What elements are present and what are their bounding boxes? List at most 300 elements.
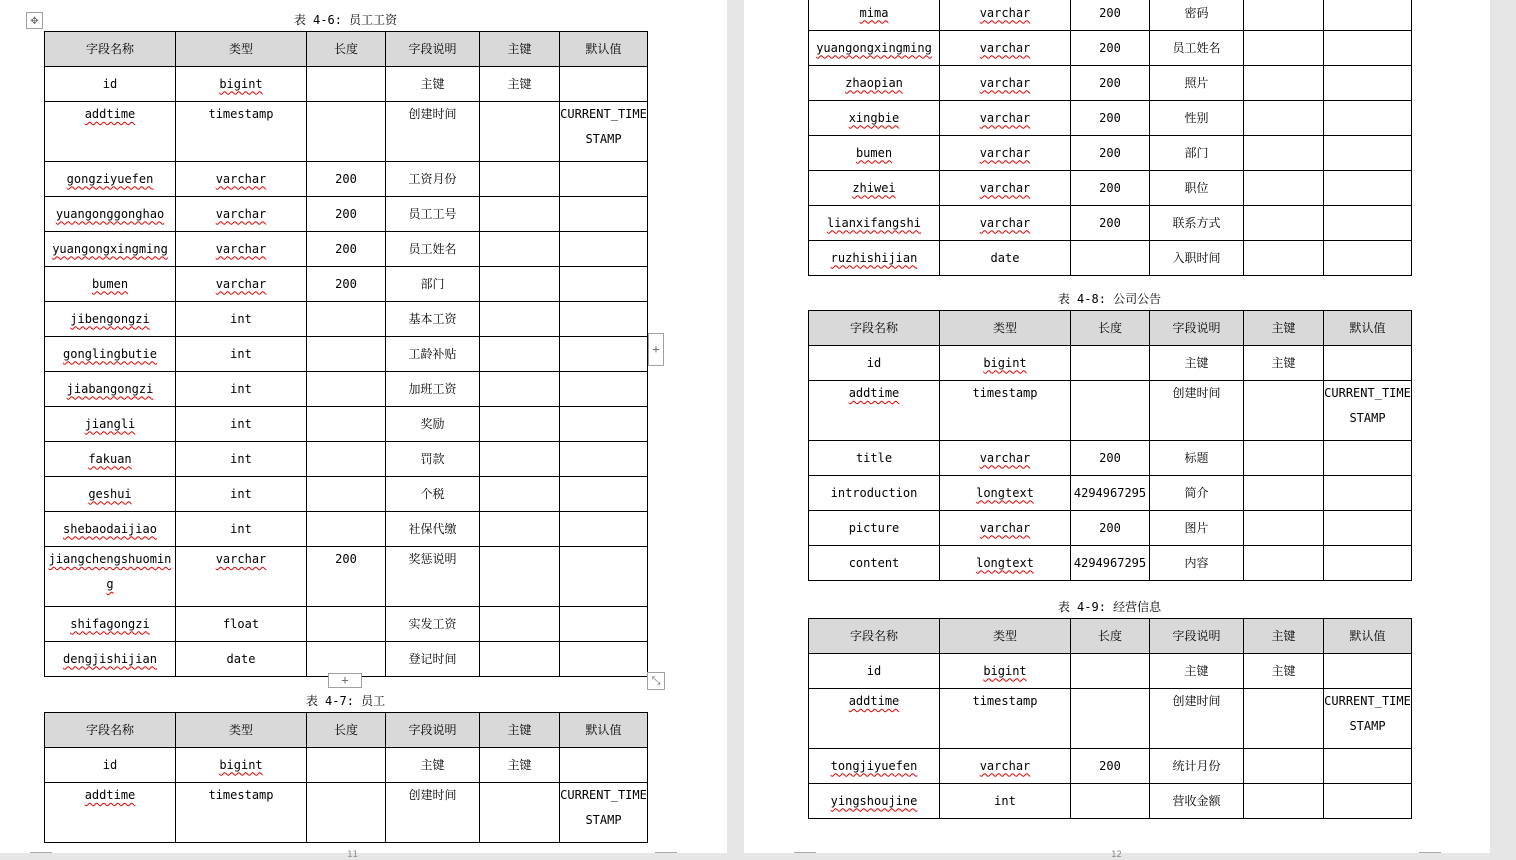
type-cell[interactable]: varchar (940, 441, 1071, 476)
length-cell[interactable]: 200 (1071, 441, 1150, 476)
description-cell[interactable]: 主键 (1150, 654, 1244, 689)
table-row (45, 547, 648, 607)
column-header: 字段名称 (45, 713, 176, 748)
table-row (45, 607, 648, 642)
primary-key-cell[interactable] (1244, 66, 1324, 101)
type-cell[interactable]: varchar (940, 136, 1071, 171)
description-cell[interactable]: 职位 (1150, 171, 1244, 206)
length-cell[interactable]: 200 (1071, 136, 1150, 171)
field-name-cell[interactable]: yingshoujine (809, 784, 940, 819)
field-name-cell[interactable]: bumen (809, 136, 940, 171)
table-row (809, 171, 1412, 206)
field-table-4-6 (44, 31, 648, 677)
field-name-cell[interactable]: xingbie (809, 101, 940, 136)
type-cell[interactable]: longtext (940, 546, 1071, 581)
primary-key-cell[interactable] (1244, 546, 1324, 581)
type-cell[interactable]: varchar (176, 197, 307, 232)
default-value-cell[interactable] (1324, 441, 1412, 476)
default-value-cell[interactable] (560, 547, 648, 607)
table-row (45, 642, 648, 677)
type-cell[interactable]: longtext (940, 476, 1071, 511)
type-cell[interactable]: varchar (176, 162, 307, 197)
default-value-cell[interactable] (1324, 136, 1412, 171)
field-name-cell[interactable]: id (45, 67, 176, 102)
length-cell[interactable] (307, 477, 386, 512)
default-value-cell[interactable] (560, 267, 648, 302)
field-name-cell[interactable]: zhiwei (809, 171, 940, 206)
primary-key-cell[interactable] (1244, 689, 1324, 749)
default-value-cell[interactable] (1324, 206, 1412, 241)
type-cell[interactable]: int (176, 477, 307, 512)
table-row (809, 101, 1412, 136)
description-cell[interactable]: 创建时间 (1150, 381, 1244, 441)
type-cell[interactable]: timestamp (940, 381, 1071, 441)
length-cell[interactable]: 200 (1071, 749, 1150, 784)
column-header: 长度 (1071, 311, 1150, 346)
column-header: 长度 (307, 713, 386, 748)
default-value-cell[interactable]: CURRENT_TIMESTAMP (560, 102, 648, 162)
description-cell[interactable]: 工资月份 (386, 162, 480, 197)
default-value-cell[interactable] (1324, 241, 1412, 276)
default-value-cell[interactable] (1324, 546, 1412, 581)
table-row (45, 102, 648, 162)
table-row (45, 67, 648, 102)
field-table-4-7 (44, 712, 648, 843)
type-cell[interactable]: varchar (940, 0, 1071, 31)
column-header: 类型 (176, 32, 307, 67)
page-corner-mark (655, 852, 677, 853)
primary-key-cell[interactable]: 主键 (480, 67, 560, 102)
table-row (45, 302, 648, 337)
default-value-cell[interactable] (1324, 346, 1412, 381)
field-name-cell[interactable]: jiangli (45, 407, 176, 442)
primary-key-cell[interactable] (480, 607, 560, 642)
length-cell[interactable] (307, 407, 386, 442)
table-row (809, 689, 1412, 749)
default-value-cell[interactable] (560, 162, 648, 197)
type-cell[interactable]: date (940, 241, 1071, 276)
type-cell[interactable]: bigint (940, 654, 1071, 689)
table-row (809, 654, 1412, 689)
table-row (45, 232, 648, 267)
table-row (45, 337, 648, 372)
document-page-right (744, 0, 1490, 860)
field-name-cell[interactable]: geshui (45, 477, 176, 512)
length-cell[interactable] (307, 67, 386, 102)
length-cell[interactable] (307, 337, 386, 372)
length-cell[interactable] (1071, 784, 1150, 819)
table-move-handle[interactable] (26, 12, 43, 29)
default-value-cell[interactable] (560, 197, 648, 232)
field-name-cell[interactable]: yuangongxingming (45, 232, 176, 267)
type-cell[interactable]: int (176, 512, 307, 547)
length-cell[interactable]: 4294967295 (1071, 476, 1150, 511)
field-name-cell[interactable]: title (809, 441, 940, 476)
length-cell[interactable]: 4294967295 (1071, 546, 1150, 581)
default-value-cell[interactable] (560, 642, 648, 677)
description-cell[interactable]: 奖惩说明 (386, 547, 480, 607)
primary-key-cell[interactable] (1244, 206, 1324, 241)
primary-key-cell[interactable] (1244, 441, 1324, 476)
type-cell[interactable]: varchar (940, 171, 1071, 206)
page-number: 12 (1111, 850, 1122, 860)
primary-key-cell[interactable] (1244, 171, 1324, 206)
length-cell[interactable]: 200 (307, 267, 386, 302)
add-column-handle[interactable] (648, 333, 664, 366)
description-cell[interactable]: 部门 (1150, 136, 1244, 171)
column-header: 字段说明 (386, 713, 480, 748)
field-name-cell[interactable]: id (809, 654, 940, 689)
default-value-cell[interactable] (1324, 511, 1412, 546)
type-cell[interactable]: int (176, 407, 307, 442)
field-name-cell[interactable]: ruzhishijian (809, 241, 940, 276)
page-corner-mark (30, 852, 52, 853)
primary-key-cell[interactable] (1244, 511, 1324, 546)
default-value-cell[interactable] (1324, 784, 1412, 819)
description-cell[interactable]: 照片 (1150, 66, 1244, 101)
table-row (809, 346, 1412, 381)
description-cell[interactable]: 部门 (386, 267, 480, 302)
field-name-cell[interactable]: dengjishijian (45, 642, 176, 677)
length-cell[interactable] (307, 748, 386, 783)
length-cell[interactable]: 200 (1071, 31, 1150, 66)
primary-key-cell[interactable] (1244, 784, 1324, 819)
primary-key-cell[interactable] (480, 302, 560, 337)
column-header: 主键 (480, 32, 560, 67)
description-cell[interactable]: 工龄补贴 (386, 337, 480, 372)
primary-key-cell[interactable] (1244, 241, 1324, 276)
column-header: 字段说明 (1150, 311, 1244, 346)
field-name-cell[interactable]: yuangongxingming (809, 31, 940, 66)
field-name-cell[interactable]: bumen (45, 267, 176, 302)
default-value-cell[interactable] (1324, 31, 1412, 66)
description-cell[interactable]: 性别 (1150, 101, 1244, 136)
primary-key-cell[interactable] (1244, 381, 1324, 441)
primary-key-cell[interactable] (1244, 101, 1324, 136)
length-cell[interactable] (1071, 381, 1150, 441)
length-cell[interactable] (307, 607, 386, 642)
field-table-4-7-continued (808, 0, 1412, 276)
primary-key-cell[interactable] (480, 547, 560, 607)
default-value-cell[interactable] (1324, 101, 1412, 136)
header-row (809, 619, 1412, 654)
description-cell[interactable]: 员工工号 (386, 197, 480, 232)
description-cell[interactable]: 内容 (1150, 546, 1244, 581)
type-cell[interactable]: bigint (940, 346, 1071, 381)
column-header: 长度 (307, 32, 386, 67)
table-row (45, 162, 648, 197)
length-cell[interactable] (307, 512, 386, 547)
description-cell[interactable]: 标题 (1150, 441, 1244, 476)
table-resize-handle[interactable] (647, 672, 665, 690)
description-cell[interactable]: 入职时间 (1150, 241, 1244, 276)
type-cell[interactable]: int (176, 337, 307, 372)
primary-key-cell[interactable] (480, 162, 560, 197)
column-header: 默认值 (560, 32, 648, 67)
table-row (809, 136, 1412, 171)
column-header: 类型 (176, 713, 307, 748)
length-cell[interactable]: 200 (307, 162, 386, 197)
description-cell[interactable]: 简介 (1150, 476, 1244, 511)
length-cell[interactable] (307, 302, 386, 337)
default-value-cell[interactable] (560, 407, 648, 442)
field-name-cell[interactable]: addtime (809, 689, 940, 749)
length-cell[interactable]: 200 (1071, 511, 1150, 546)
description-cell[interactable]: 统计月份 (1150, 749, 1244, 784)
length-cell[interactable]: 200 (307, 232, 386, 267)
length-cell[interactable] (1071, 241, 1150, 276)
field-name-cell[interactable]: yuangonggonghao (45, 197, 176, 232)
default-value-cell[interactable] (1324, 654, 1412, 689)
document-page-left (0, 0, 727, 860)
default-value-cell[interactable] (560, 337, 648, 372)
field-name-cell[interactable]: picture (809, 511, 940, 546)
description-cell[interactable]: 罚款 (386, 442, 480, 477)
column-header: 主键 (1244, 619, 1324, 654)
default-value-cell[interactable] (1324, 476, 1412, 511)
length-cell[interactable] (307, 102, 386, 162)
table-row (45, 267, 648, 302)
description-cell[interactable]: 社保代缴 (386, 512, 480, 547)
table-row (45, 197, 648, 232)
table-row (809, 476, 1412, 511)
table-row (809, 31, 1412, 66)
table-row (45, 748, 648, 783)
table-row (809, 546, 1412, 581)
description-cell[interactable]: 密码 (1150, 0, 1244, 31)
type-cell[interactable]: int (176, 302, 307, 337)
description-cell[interactable]: 主键 (386, 748, 480, 783)
table-row (45, 512, 648, 547)
default-value-cell[interactable] (560, 232, 648, 267)
description-cell[interactable]: 奖励 (386, 407, 480, 442)
field-name-cell[interactable]: mima (809, 0, 940, 31)
description-cell[interactable]: 创建时间 (386, 102, 480, 162)
type-cell[interactable]: int (176, 442, 307, 477)
primary-key-cell[interactable] (480, 102, 560, 162)
default-value-cell[interactable] (560, 67, 648, 102)
default-value-cell[interactable] (1324, 171, 1412, 206)
length-cell[interactable] (1071, 346, 1150, 381)
length-cell[interactable]: 200 (1071, 101, 1150, 136)
default-value-cell[interactable]: CURRENT_TIMESTAMP (1324, 689, 1412, 749)
length-cell[interactable]: 200 (1071, 66, 1150, 101)
table-row (809, 66, 1412, 101)
length-cell[interactable]: 200 (307, 547, 386, 607)
default-value-cell[interactable] (1324, 66, 1412, 101)
primary-key-cell[interactable] (1244, 0, 1324, 31)
column-header: 主键 (1244, 311, 1324, 346)
description-cell[interactable]: 基本工资 (386, 302, 480, 337)
length-cell[interactable] (1071, 689, 1150, 749)
description-cell[interactable]: 图片 (1150, 511, 1244, 546)
column-header: 长度 (1071, 619, 1150, 654)
table-row (45, 372, 648, 407)
table-row (809, 749, 1412, 784)
column-header: 默认值 (1324, 619, 1412, 654)
column-header: 字段名称 (45, 32, 176, 67)
table-row (45, 442, 648, 477)
primary-key-cell[interactable] (480, 337, 560, 372)
length-cell[interactable] (307, 642, 386, 677)
description-cell[interactable]: 创建时间 (1150, 689, 1244, 749)
default-value-cell[interactable]: CURRENT_TIMESTAMP (560, 783, 648, 843)
default-value-cell[interactable] (560, 512, 648, 547)
column-header: 类型 (940, 311, 1071, 346)
description-cell[interactable]: 登记时间 (386, 642, 480, 677)
primary-key-cell[interactable] (480, 197, 560, 232)
field-name-cell[interactable]: shifagongzi (45, 607, 176, 642)
type-cell[interactable]: varchar (940, 101, 1071, 136)
default-value-cell[interactable] (560, 302, 648, 337)
primary-key-cell[interactable] (480, 512, 560, 547)
description-cell[interactable]: 个税 (386, 477, 480, 512)
field-name-cell[interactable]: lianxifangshi (809, 206, 940, 241)
resize-icon: ⤡ (651, 674, 661, 687)
field-name-cell[interactable]: gonglingbutie (45, 337, 176, 372)
default-value-cell[interactable] (560, 372, 648, 407)
type-cell[interactable]: varchar (940, 66, 1071, 101)
primary-key-cell[interactable]: 主键 (480, 748, 560, 783)
type-cell[interactable]: varchar (176, 232, 307, 267)
field-name-cell[interactable]: jiabangongzi (45, 372, 176, 407)
length-cell[interactable]: 200 (1071, 171, 1150, 206)
primary-key-cell[interactable] (480, 442, 560, 477)
type-cell[interactable]: varchar (176, 267, 307, 302)
field-name-cell[interactable]: addtime (809, 381, 940, 441)
field-name-cell[interactable]: addtime (45, 783, 176, 843)
field-name-cell[interactable]: zhaopian (809, 66, 940, 101)
default-value-cell[interactable] (560, 477, 648, 512)
plus-icon: + (341, 673, 349, 687)
field-name-cell[interactable]: jiangchengshuoming (45, 547, 176, 607)
table-row (809, 511, 1412, 546)
field-table-4-8 (808, 310, 1412, 581)
primary-key-cell[interactable]: 主键 (1244, 654, 1324, 689)
description-cell[interactable]: 加班工资 (386, 372, 480, 407)
table-row (45, 477, 648, 512)
type-cell[interactable]: timestamp (940, 689, 1071, 749)
field-name-cell[interactable]: introduction (809, 476, 940, 511)
primary-key-cell[interactable] (480, 372, 560, 407)
table-row (45, 783, 648, 843)
column-header: 类型 (940, 619, 1071, 654)
primary-key-cell[interactable] (480, 407, 560, 442)
default-value-cell[interactable] (560, 442, 648, 477)
type-cell[interactable]: varchar (940, 206, 1071, 241)
table-row (809, 0, 1412, 31)
table-caption: 表 4-6: 员工工资 (293, 13, 398, 27)
field-name-cell[interactable]: gongziyuefen (45, 162, 176, 197)
description-cell[interactable]: 营收金额 (1150, 784, 1244, 819)
header-row (45, 713, 648, 748)
description-cell[interactable]: 联系方式 (1150, 206, 1244, 241)
primary-key-cell[interactable]: 主键 (1244, 346, 1324, 381)
add-row-handle[interactable] (328, 673, 362, 688)
default-value-cell[interactable] (1324, 0, 1412, 31)
type-cell[interactable]: bigint (176, 67, 307, 102)
table-caption: 表 4-7: 员工 (305, 694, 386, 708)
length-cell[interactable] (307, 372, 386, 407)
move-icon: ✥ (30, 13, 39, 28)
type-cell[interactable]: varchar (940, 31, 1071, 66)
column-header: 字段说明 (386, 32, 480, 67)
length-cell[interactable]: 200 (307, 197, 386, 232)
description-cell[interactable]: 主键 (1150, 346, 1244, 381)
column-header: 主键 (480, 713, 560, 748)
field-name-cell[interactable]: id (45, 748, 176, 783)
type-cell[interactable]: varchar (176, 547, 307, 607)
default-value-cell[interactable] (560, 607, 648, 642)
description-cell[interactable]: 员工姓名 (386, 232, 480, 267)
description-cell[interactable]: 创建时间 (386, 783, 480, 843)
table-row (809, 784, 1412, 819)
field-name-cell[interactable]: shebaodaijiao (45, 512, 176, 547)
primary-key-cell[interactable] (1244, 136, 1324, 171)
header-row (809, 311, 1412, 346)
description-cell[interactable]: 员工姓名 (1150, 31, 1244, 66)
type-cell[interactable]: timestamp (176, 102, 307, 162)
field-name-cell[interactable]: addtime (45, 102, 176, 162)
primary-key-cell[interactable] (480, 232, 560, 267)
primary-key-cell[interactable] (480, 642, 560, 677)
default-value-cell[interactable] (560, 748, 648, 783)
primary-key-cell[interactable] (1244, 31, 1324, 66)
type-cell[interactable]: varchar (940, 749, 1071, 784)
page-corner-mark (794, 852, 816, 853)
primary-key-cell[interactable] (480, 477, 560, 512)
length-cell[interactable]: 200 (1071, 0, 1150, 31)
type-cell[interactable]: int (940, 784, 1071, 819)
type-cell[interactable]: timestamp (176, 783, 307, 843)
primary-key-cell[interactable] (480, 267, 560, 302)
table-caption: 表 4-8: 公司公告 (1057, 292, 1162, 306)
length-cell[interactable]: 200 (1071, 206, 1150, 241)
default-value-cell[interactable]: CURRENT_TIMESTAMP (1324, 381, 1412, 441)
description-cell[interactable]: 主键 (386, 67, 480, 102)
field-name-cell[interactable]: id (809, 346, 940, 381)
field-name-cell[interactable]: tongjiyuefen (809, 749, 940, 784)
field-name-cell[interactable]: content (809, 546, 940, 581)
table-row (809, 241, 1412, 276)
plus-icon: + (652, 342, 660, 356)
primary-key-cell[interactable] (1244, 749, 1324, 784)
default-value-cell[interactable] (1324, 749, 1412, 784)
type-cell[interactable]: int (176, 372, 307, 407)
table-caption: 表 4-9: 经营信息 (1057, 600, 1162, 614)
column-header: 默认值 (1324, 311, 1412, 346)
table-row (809, 441, 1412, 476)
table-row (809, 381, 1412, 441)
length-cell[interactable] (1071, 654, 1150, 689)
primary-key-cell[interactable] (1244, 476, 1324, 511)
length-cell[interactable] (307, 783, 386, 843)
primary-key-cell[interactable] (480, 783, 560, 843)
column-header: 字段说明 (1150, 619, 1244, 654)
field-name-cell[interactable]: fakuan (45, 442, 176, 477)
column-header: 默认值 (560, 713, 648, 748)
type-cell[interactable]: date (176, 642, 307, 677)
type-cell[interactable]: bigint (176, 748, 307, 783)
type-cell[interactable]: varchar (940, 511, 1071, 546)
page-number: 11 (347, 850, 358, 860)
type-cell[interactable]: float (176, 607, 307, 642)
length-cell[interactable] (307, 442, 386, 477)
column-header: 字段名称 (809, 619, 940, 654)
field-name-cell[interactable]: jibengongzi (45, 302, 176, 337)
description-cell[interactable]: 实发工资 (386, 607, 480, 642)
page-corner-mark (1419, 852, 1441, 853)
